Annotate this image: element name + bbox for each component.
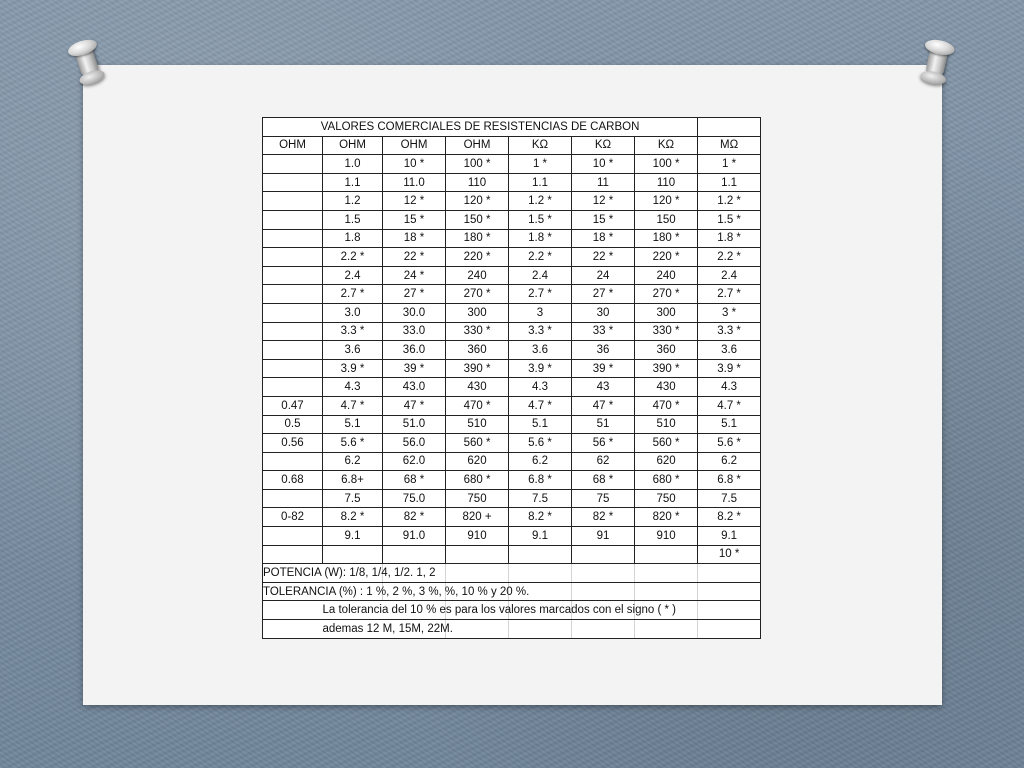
note-text: TOLERANCIA (%) : 1 %, 2 %, 3 %, %, 10 % y 20 %. [263, 585, 530, 598]
pushpin-icon [913, 37, 959, 93]
table-cell [446, 545, 509, 564]
table-cell: 2.2 * [323, 248, 383, 267]
table-cell: 11.0 [383, 173, 446, 192]
column-header: OHM [446, 136, 509, 155]
table-cell: 39 * [383, 359, 446, 378]
table-cell [635, 545, 698, 564]
table-row [263, 248, 761, 267]
table-cell: 120 * [446, 192, 509, 211]
table-cell: 360 [635, 341, 698, 360]
column-header: OHM [323, 136, 383, 155]
table-cell [263, 341, 323, 360]
column-header: KΩ [572, 136, 635, 155]
table-cell: 8.2 * [698, 508, 761, 527]
table-cell: 0.68 [263, 471, 323, 490]
table-cell: 3.6 [698, 341, 761, 360]
table-cell: 68 * [383, 471, 446, 490]
table-cell: 1.0 [323, 155, 383, 174]
table-cell [263, 229, 323, 248]
table-cell: 27 * [383, 285, 446, 304]
table-title: VALORES COMERCIALES DE RESISTENCIAS DE CARBON [263, 118, 698, 137]
table-cell [323, 545, 383, 564]
table-cell [698, 564, 761, 583]
table-cell: 30.0 [383, 303, 446, 322]
table-cell: 5.1 [509, 415, 572, 434]
table-cell: 27 * [572, 285, 635, 304]
table-cell: 3.6 [323, 341, 383, 360]
table-cell: 470 * [635, 396, 698, 415]
table-cell: 22 * [383, 248, 446, 267]
table-cell: 2.7 * [509, 285, 572, 304]
table-row [263, 359, 761, 378]
table-cell [263, 192, 323, 211]
table-row [263, 489, 761, 508]
table-cell: 10 * [572, 155, 635, 174]
table-cell [263, 155, 323, 174]
table-cell: 1.5 * [698, 210, 761, 229]
table-cell: 220 * [446, 248, 509, 267]
table-cell: 10 * [383, 155, 446, 174]
table-cell: 560 * [635, 434, 698, 453]
table-cell: 12 * [572, 192, 635, 211]
table-cell: 15 * [572, 210, 635, 229]
table-cell: 470 * [446, 396, 509, 415]
table-row [263, 303, 761, 322]
note-row [263, 601, 761, 620]
table-cell [698, 118, 761, 137]
table-cell: 180 * [446, 229, 509, 248]
table-cell: 2.4 [509, 266, 572, 285]
table-cell: 0-82 [263, 508, 323, 527]
table-cell: 18 * [383, 229, 446, 248]
column-header: OHM [383, 136, 446, 155]
table-cell: 82 * [383, 508, 446, 527]
table-cell: 620 [446, 452, 509, 471]
table-row [263, 396, 761, 415]
table-cell: 33.0 [383, 322, 446, 341]
table-cell [322, 620, 453, 639]
table-cell: 680 * [635, 471, 698, 490]
table-cell: 510 [635, 415, 698, 434]
table-cell [698, 620, 761, 639]
table-cell: 7.5 [698, 489, 761, 508]
table-cell: 39 * [572, 359, 635, 378]
table-cell: 180 * [635, 229, 698, 248]
table-cell: 43 [572, 378, 635, 397]
table-cell: 18 * [572, 229, 635, 248]
table-row [263, 285, 761, 304]
table-cell: 1.5 [323, 210, 383, 229]
table-cell: 91 [572, 527, 635, 546]
table-cell: 1.2 * [509, 192, 572, 211]
table-cell [263, 210, 323, 229]
table-cell [572, 564, 635, 583]
table-cell: 56.0 [383, 434, 446, 453]
table-cell: 270 * [635, 285, 698, 304]
table-cell: 6.2 [323, 452, 383, 471]
table-cell: 51.0 [383, 415, 446, 434]
table-cell [263, 564, 436, 583]
table-cell [572, 582, 635, 601]
table-cell: 6.8+ [323, 471, 383, 490]
table-cell [509, 545, 572, 564]
table-cell: 820 * [635, 508, 698, 527]
table-cell: 220 * [635, 248, 698, 267]
table-row [263, 434, 761, 453]
table-cell: 5.6 * [323, 434, 383, 453]
table-cell [263, 266, 323, 285]
table-cell [263, 303, 323, 322]
table-title-row [263, 118, 761, 137]
table-cell: 2.4 [698, 266, 761, 285]
table-cell: 3 * [698, 303, 761, 322]
table-row [263, 378, 761, 397]
table-header-row [263, 136, 761, 155]
table-row [263, 192, 761, 211]
table-cell: 4.3 [509, 378, 572, 397]
table-cell: 4.7 * [509, 396, 572, 415]
table-cell: 4.7 * [698, 396, 761, 415]
table-cell: 620 [635, 452, 698, 471]
table-row [263, 341, 761, 360]
table-cell: 1.8 * [509, 229, 572, 248]
table-cell [322, 601, 676, 620]
table-cell: 24 [572, 266, 635, 285]
table-cell: 10 * [698, 545, 761, 564]
table-cell: 9.1 [323, 527, 383, 546]
table-cell: 6.2 [509, 452, 572, 471]
table-cell: 3.3 * [509, 322, 572, 341]
table-cell [572, 620, 635, 639]
table-row [263, 508, 761, 527]
table-cell: 0.56 [263, 434, 323, 453]
table-cell: 750 [446, 489, 509, 508]
table-cell: 560 * [446, 434, 509, 453]
table-cell: 9.1 [509, 527, 572, 546]
table-cell: 9.1 [698, 527, 761, 546]
table-cell: 1.5 * [509, 210, 572, 229]
table-cell: 2.2 * [509, 248, 572, 267]
note-row [263, 582, 761, 601]
table-cell: 2.2 * [698, 248, 761, 267]
table-cell: 43.0 [383, 378, 446, 397]
table-cell [635, 620, 698, 639]
note-text: La tolerancia del 10 % es para los valores marcados con el signo ( * ) [322, 604, 676, 617]
table-cell: 3 [509, 303, 572, 322]
table-cell: 300 [446, 303, 509, 322]
table-cell: 7.5 [509, 489, 572, 508]
table-cell: 1.2 [323, 192, 383, 211]
table-cell: 1.1 [509, 173, 572, 192]
table-cell: 6.8 * [698, 471, 761, 490]
table-cell: 8.2 * [323, 508, 383, 527]
table-cell [263, 582, 530, 601]
table-cell: 3.9 * [509, 359, 572, 378]
table-cell: 36.0 [383, 341, 446, 360]
table-cell: 1.1 [698, 173, 761, 192]
table-cell: 3.6 [509, 341, 572, 360]
table-cell [509, 620, 572, 639]
table-cell: 3.9 * [323, 359, 383, 378]
note-row [263, 564, 761, 583]
table-cell: 82 * [572, 508, 635, 527]
table-cell: 47 * [572, 396, 635, 415]
table-cell [263, 452, 323, 471]
table-cell [263, 322, 323, 341]
table-cell: 510 [446, 415, 509, 434]
table-row [263, 471, 761, 490]
table-cell: 100 * [446, 155, 509, 174]
table-cell: 4.3 [323, 378, 383, 397]
table-cell: 2.7 * [323, 285, 383, 304]
table-cell: 15 * [383, 210, 446, 229]
table-cell: 2.7 * [698, 285, 761, 304]
table-cell: 110 [635, 173, 698, 192]
table-cell: 4.3 [698, 378, 761, 397]
table-cell [263, 248, 323, 267]
table-cell [635, 582, 698, 601]
table-cell: 3.3 * [323, 322, 383, 341]
table-cell: 47 * [383, 396, 446, 415]
table-cell: 240 [446, 266, 509, 285]
table-cell: 240 [635, 266, 698, 285]
table-cell: 1 * [698, 155, 761, 174]
table-row [263, 452, 761, 471]
table-cell: 680 * [446, 471, 509, 490]
table-cell: 1.8 [323, 229, 383, 248]
table-cell [263, 359, 323, 378]
table-cell: 390 * [446, 359, 509, 378]
table-cell: 910 [446, 527, 509, 546]
table-cell [263, 620, 323, 639]
table-cell: 91.0 [383, 527, 446, 546]
table-cell: 330 * [635, 322, 698, 341]
table-cell: 1.2 * [698, 192, 761, 211]
table-cell: 430 [635, 378, 698, 397]
table-cell: 270 * [446, 285, 509, 304]
table-cell [263, 285, 323, 304]
note-text: ademas 12 M, 15M, 22M. [322, 622, 453, 635]
table-cell: 6.8 * [509, 471, 572, 490]
table-cell: 5.1 [323, 415, 383, 434]
table-cell: 56 * [572, 434, 635, 453]
table-cell: 51 [572, 415, 635, 434]
table-cell [446, 564, 509, 583]
table-cell [446, 620, 509, 639]
table-cell [263, 378, 323, 397]
table-cell: 36 [572, 341, 635, 360]
table-cell [383, 545, 446, 564]
note-text: POTENCIA (W): 1/8, 1/4, 1/2. 1, 2 [263, 567, 436, 580]
table-cell [263, 173, 323, 192]
table-cell: 6.2 [698, 452, 761, 471]
table-row [263, 322, 761, 341]
table-cell [572, 545, 635, 564]
table-cell: 3.9 * [698, 359, 761, 378]
table-cell [263, 601, 323, 620]
table-cell: 0.47 [263, 396, 323, 415]
table-cell [635, 564, 698, 583]
table-cell: 62.0 [383, 452, 446, 471]
table-cell: 4.7 * [323, 396, 383, 415]
table-cell: 75.0 [383, 489, 446, 508]
table-cell: 5.6 * [509, 434, 572, 453]
table-cell: 910 [635, 527, 698, 546]
table-cell: 120 * [635, 192, 698, 211]
table-row [263, 266, 761, 285]
table-row [263, 527, 761, 546]
table-cell: 330 * [446, 322, 509, 341]
table-cell [698, 582, 761, 601]
table-cell: 390 * [635, 359, 698, 378]
table-cell: 150 [635, 210, 698, 229]
column-header: KΩ [509, 136, 572, 155]
table-cell: 62 [572, 452, 635, 471]
resistor-values-table [262, 117, 761, 639]
table-cell [263, 527, 323, 546]
table-cell: 750 [635, 489, 698, 508]
table-cell: 7.5 [323, 489, 383, 508]
table-cell: 22 * [572, 248, 635, 267]
table-cell [509, 564, 572, 583]
table-cell: 2.4 [323, 266, 383, 285]
table-cell: 1 * [509, 155, 572, 174]
table-cell: 5.6 * [698, 434, 761, 453]
table-cell: 3.3 * [698, 322, 761, 341]
table-cell: 24 * [383, 266, 446, 285]
note-row [263, 620, 761, 639]
table-cell: 68 * [572, 471, 635, 490]
table-cell: 100 * [635, 155, 698, 174]
table-cell: 8.2 * [509, 508, 572, 527]
table-cell: 300 [635, 303, 698, 322]
table-cell: 360 [446, 341, 509, 360]
table-row [263, 173, 761, 192]
column-header: KΩ [635, 136, 698, 155]
table-cell: 1.8 * [698, 229, 761, 248]
table-cell: 12 * [383, 192, 446, 211]
table-cell: 0.5 [263, 415, 323, 434]
table-cell: 110 [446, 173, 509, 192]
column-header: OHM [263, 136, 323, 155]
table-cell: 33 * [572, 322, 635, 341]
table-cell: 1.1 [323, 173, 383, 192]
table-cell [263, 545, 323, 564]
table-cell: 3.0 [323, 303, 383, 322]
table-cell [698, 601, 761, 620]
table-row [263, 155, 761, 174]
table-cell: 11 [572, 173, 635, 192]
table-row [263, 545, 761, 564]
table-row [263, 210, 761, 229]
column-header: MΩ [698, 136, 761, 155]
table-cell: 150 * [446, 210, 509, 229]
table-cell [263, 489, 323, 508]
table-cell: 75 [572, 489, 635, 508]
table-row [263, 415, 761, 434]
table-row [263, 229, 761, 248]
table-cell: 820 + [446, 508, 509, 527]
table-cell: 30 [572, 303, 635, 322]
table-cell: 430 [446, 378, 509, 397]
table-cell: 5.1 [698, 415, 761, 434]
pushpin-icon [63, 36, 113, 95]
